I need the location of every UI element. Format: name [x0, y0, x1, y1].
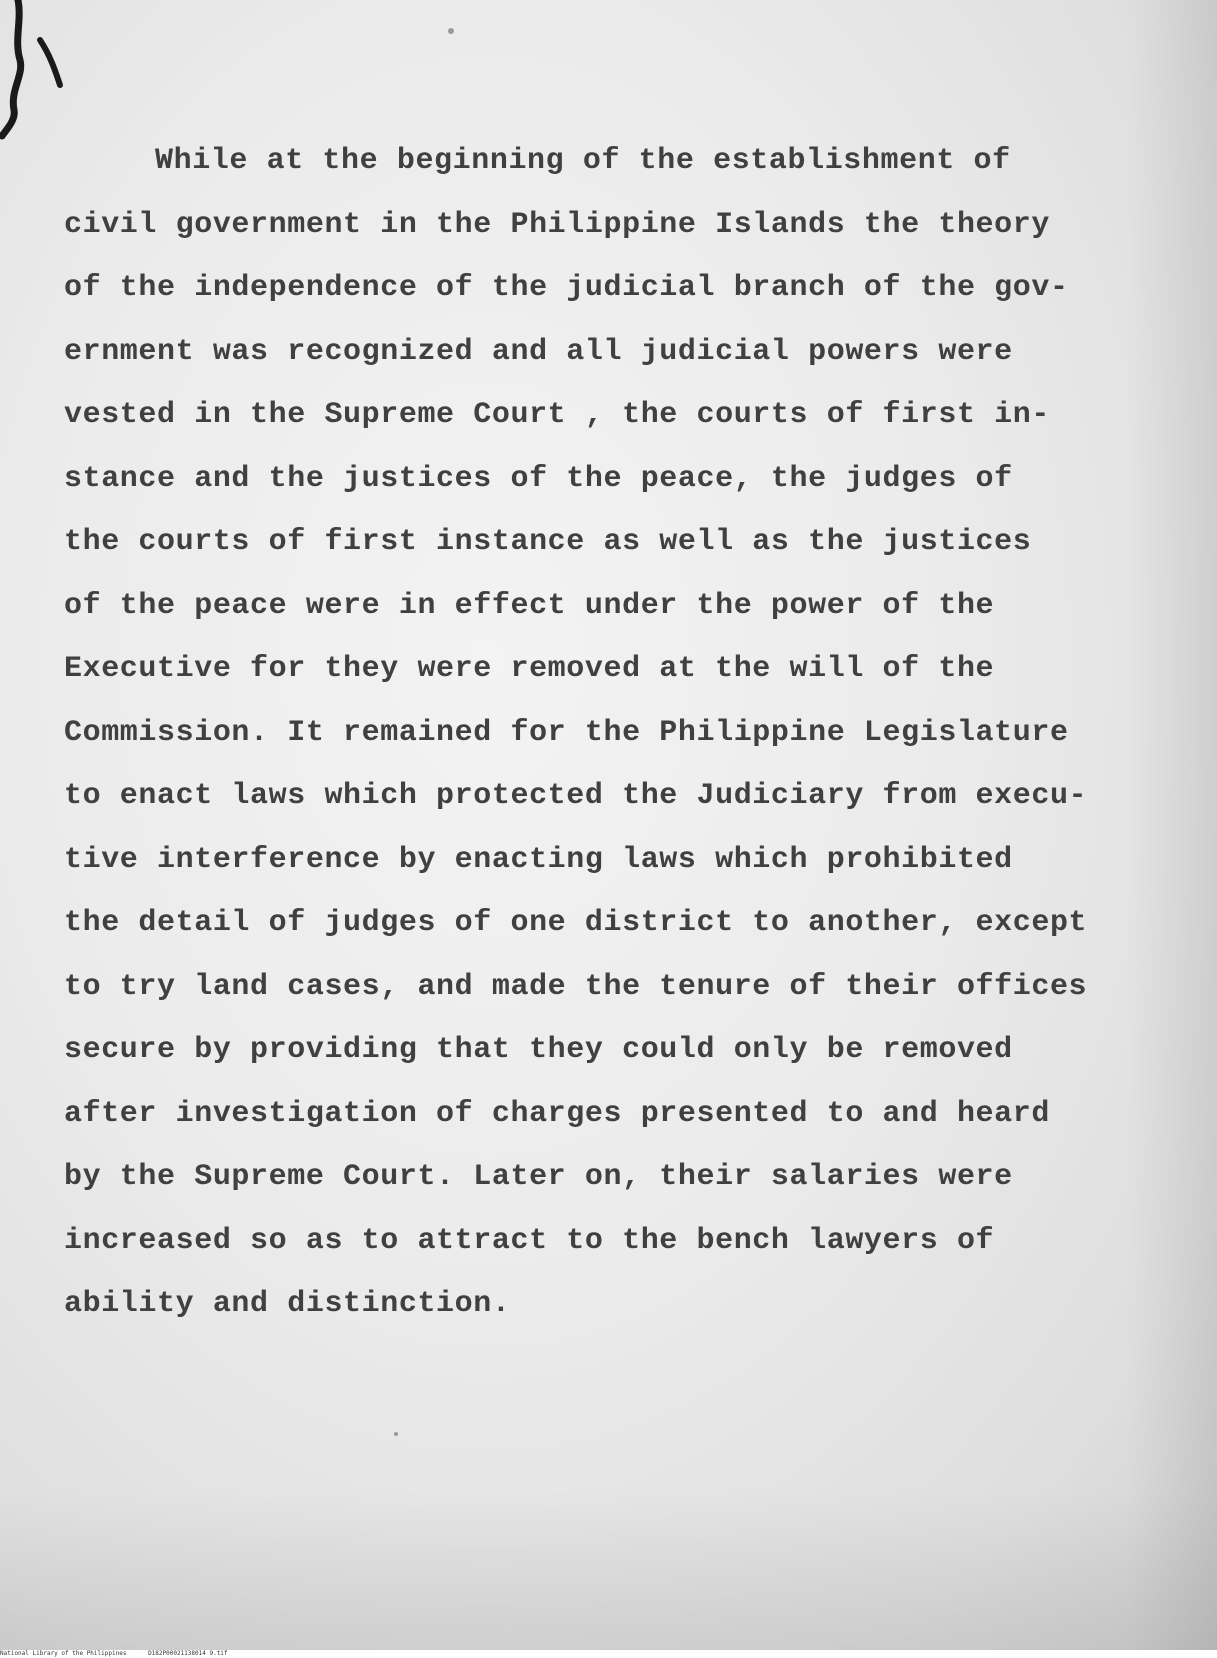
text-line: to enact laws which protected the Judiciary from execu- [64, 779, 1088, 813]
footer-label [0, 1650, 246, 1658]
text-line: to try land cases, and made the tenure of their offices [64, 969, 1088, 1004]
text-line: stance and the justices of the peace, the judges of [64, 461, 1013, 496]
footer-library: National Library of the Philippines [0, 1650, 127, 1657]
paper-speck [394, 1432, 398, 1436]
footer-strip [0, 1650, 1217, 1658]
page-shadow-bottom [0, 1490, 1217, 1650]
text-line: Executive for they were removed at the will of the [64, 652, 995, 686]
text-line: of the peace were in effect under the power of the [64, 588, 995, 623]
text-line: Commission. It remained for the Philippine Legislature [64, 715, 1069, 750]
text-line: tive interference by enacting laws which prohibited [64, 842, 1013, 877]
text-line: by the Supreme Court. Later on, their salaries were [64, 1160, 1013, 1194]
text-line: after investigation of charges presented to and heard [64, 1096, 1050, 1131]
text-line: the courts of first instance as well as the justices [64, 525, 1032, 559]
text-line: civil government in the Philippine Islands the theory [64, 207, 1050, 242]
text-line: ability and distinction. [64, 1287, 511, 1321]
paper-speck [448, 28, 454, 34]
text-line: ernment was recognized and all judicial powers were [64, 334, 1013, 369]
text-line: While at the beginning of the establishment of [155, 144, 1011, 178]
footer-file-id: D182P00021138014 9.tif [148, 1650, 228, 1657]
typed-paragraph [64, 130, 1124, 1337]
text-line: the detail of judges of one district to another, except [64, 906, 1088, 940]
text-line: secure by providing that they could only be removed [64, 1033, 1013, 1067]
text-line: vested in the Supreme Court , the courts of first in- [64, 398, 1050, 432]
text-line: increased so as to attract to the bench lawyers of [64, 1223, 995, 1258]
margin-ink-mark [0, 0, 70, 140]
page-shadow-right [1127, 0, 1217, 1650]
text-line: of the independence of the judicial branch of the gov- [64, 271, 1069, 305]
